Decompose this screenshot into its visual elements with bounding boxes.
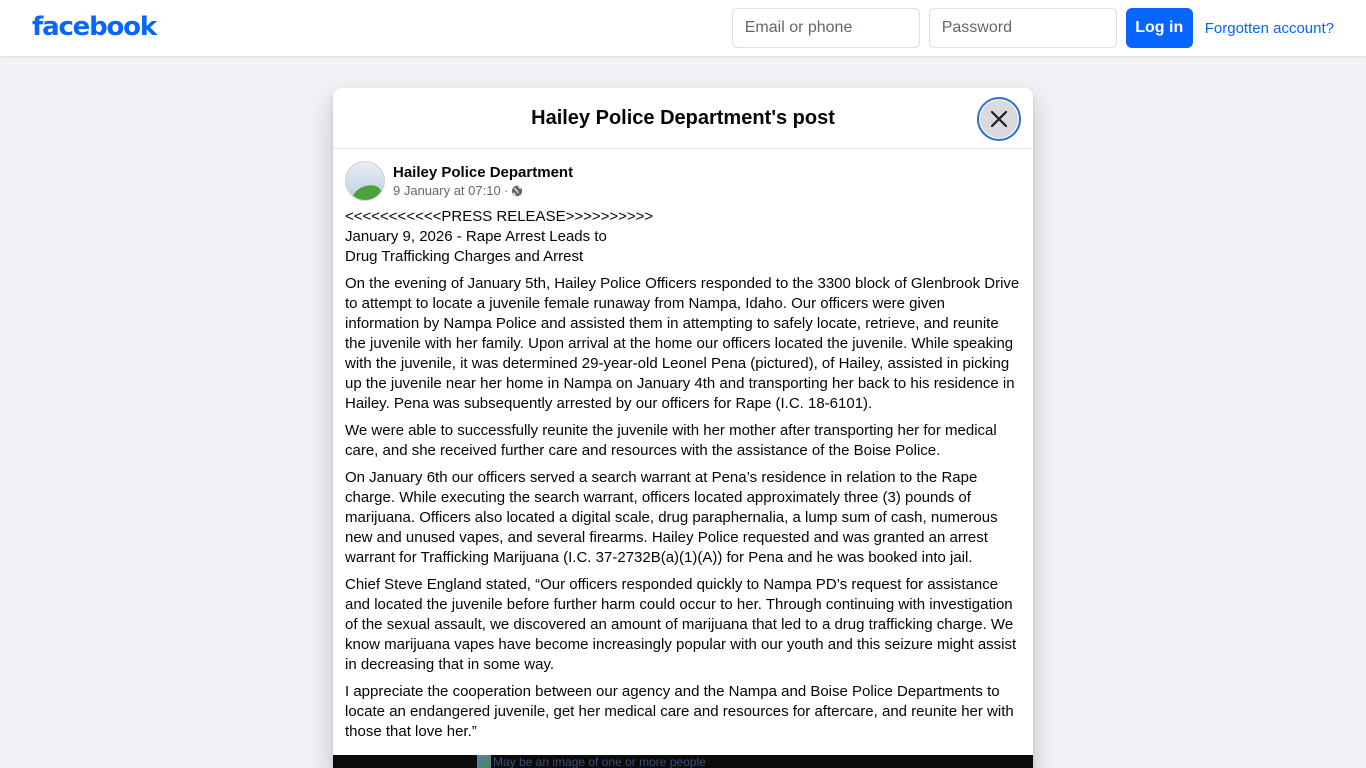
post-paragraph: We were able to successfully reunite the juvenile with her mother after transporting her for medical care, and she received further care and resources with the assistance of the Boise Police.: [345, 422, 997, 459]
broken-image-placeholder: [477, 755, 706, 768]
dialog-header: [333, 88, 1033, 149]
post-paragraph: Chief Steve England stated, “Our officers responded quickly to Nampa PD’s request for assistance and located the juvenile before further harm could occur to her. Through continuing with investigation of the sexual assault, we discovered an amount of marijuana that led to a drug trafficking charge. We know marijuana vapes have become increasingly popular with our youth and this seizure might assist in decreasing that in some way.: [345, 576, 1017, 673]
post-paragraph: On January 6th our officers served a search warrant at Pena’s residence in relation to the Rape charge. While executing the search warrant, officers located approximately three (3) pounds of marijuana. Officers also located a digital scale, drug paraphernalia, a lump sum of cash, numerous new and unused vapes, and several firearms. Hailey Police requested and was granted an arrest warrant for Trafficking Marijuana (I.C. 37-2732B(a)(1)(A)) for Pena and he was booked into jail.: [345, 469, 998, 566]
post-paragraph: I appreciate the cooperation between our agency and the Nampa and Boise Police Departments to locate an endangered juvenile, get her medical care and resources for aftercare, and reunite her with those that love her.”: [345, 683, 1014, 740]
headline-line-1: January 9, 2026 - Rape Arrest Leads to: [345, 228, 607, 245]
post-text: [333, 201, 1033, 742]
author-name[interactable]: Hailey Police Department: [393, 163, 574, 181]
post-image[interactable]: [333, 755, 1033, 768]
headline-line-2: Drug Trafficking Charges and Arrest: [345, 248, 584, 265]
login-form: [732, 8, 1366, 48]
facebook-logo[interactable]: facebook: [32, 12, 156, 42]
post-header: [333, 149, 1033, 201]
close-button[interactable]: [977, 97, 1021, 141]
email-field[interactable]: [732, 8, 920, 48]
avatar-image: [349, 181, 384, 201]
post-author-block: [393, 163, 573, 200]
post-timestamp[interactable]: 9 January at 07:10: [393, 182, 501, 198]
password-field[interactable]: [929, 8, 1117, 48]
post-meta: [393, 182, 573, 200]
top-navigation-bar: [0, 0, 1366, 56]
forgotten-account-link[interactable]: Forgotten account?: [1204, 19, 1334, 37]
press-release-banner: <<<<<<<<<<<PRESS RELEASE>>>>>>>>>>: [345, 208, 654, 225]
dialog-title: Hailey Police Department's post: [531, 106, 835, 129]
post-paragraph: On the evening of January 5th, Hailey Police Officers responded to the 3300 block of Glenbrook Drive to attempt to locate a juvenile female runaway from Nampa, Idaho. Our officers were given information by Nampa Police and assisted them in attempting to safely locate, retrieve, and reunite the juvenile with her family. Upon arrival at the home our officers located the juvenile. While speaking with the juvenile, it was determined 29-year-old Leonel Pena (pictured), of Hailey, assisted in picking up the juvenile near her home in Nampa on January 4th and transporting her back to his residence in Hailey. Pena was subsequently arrested by our officers for Rape (I.C. 18-6101).: [345, 275, 1020, 412]
post-dialog: [333, 88, 1033, 768]
image-alt-text: May be an image of one or more people: [493, 755, 706, 768]
meta-separator: ·: [503, 182, 509, 198]
globe-icon: [511, 185, 523, 197]
broken-image-icon: [477, 755, 491, 768]
press-release-heading: [345, 207, 1021, 267]
avatar[interactable]: [345, 161, 385, 201]
login-button[interactable]: Log in: [1126, 8, 1193, 48]
close-icon: [990, 110, 1008, 128]
